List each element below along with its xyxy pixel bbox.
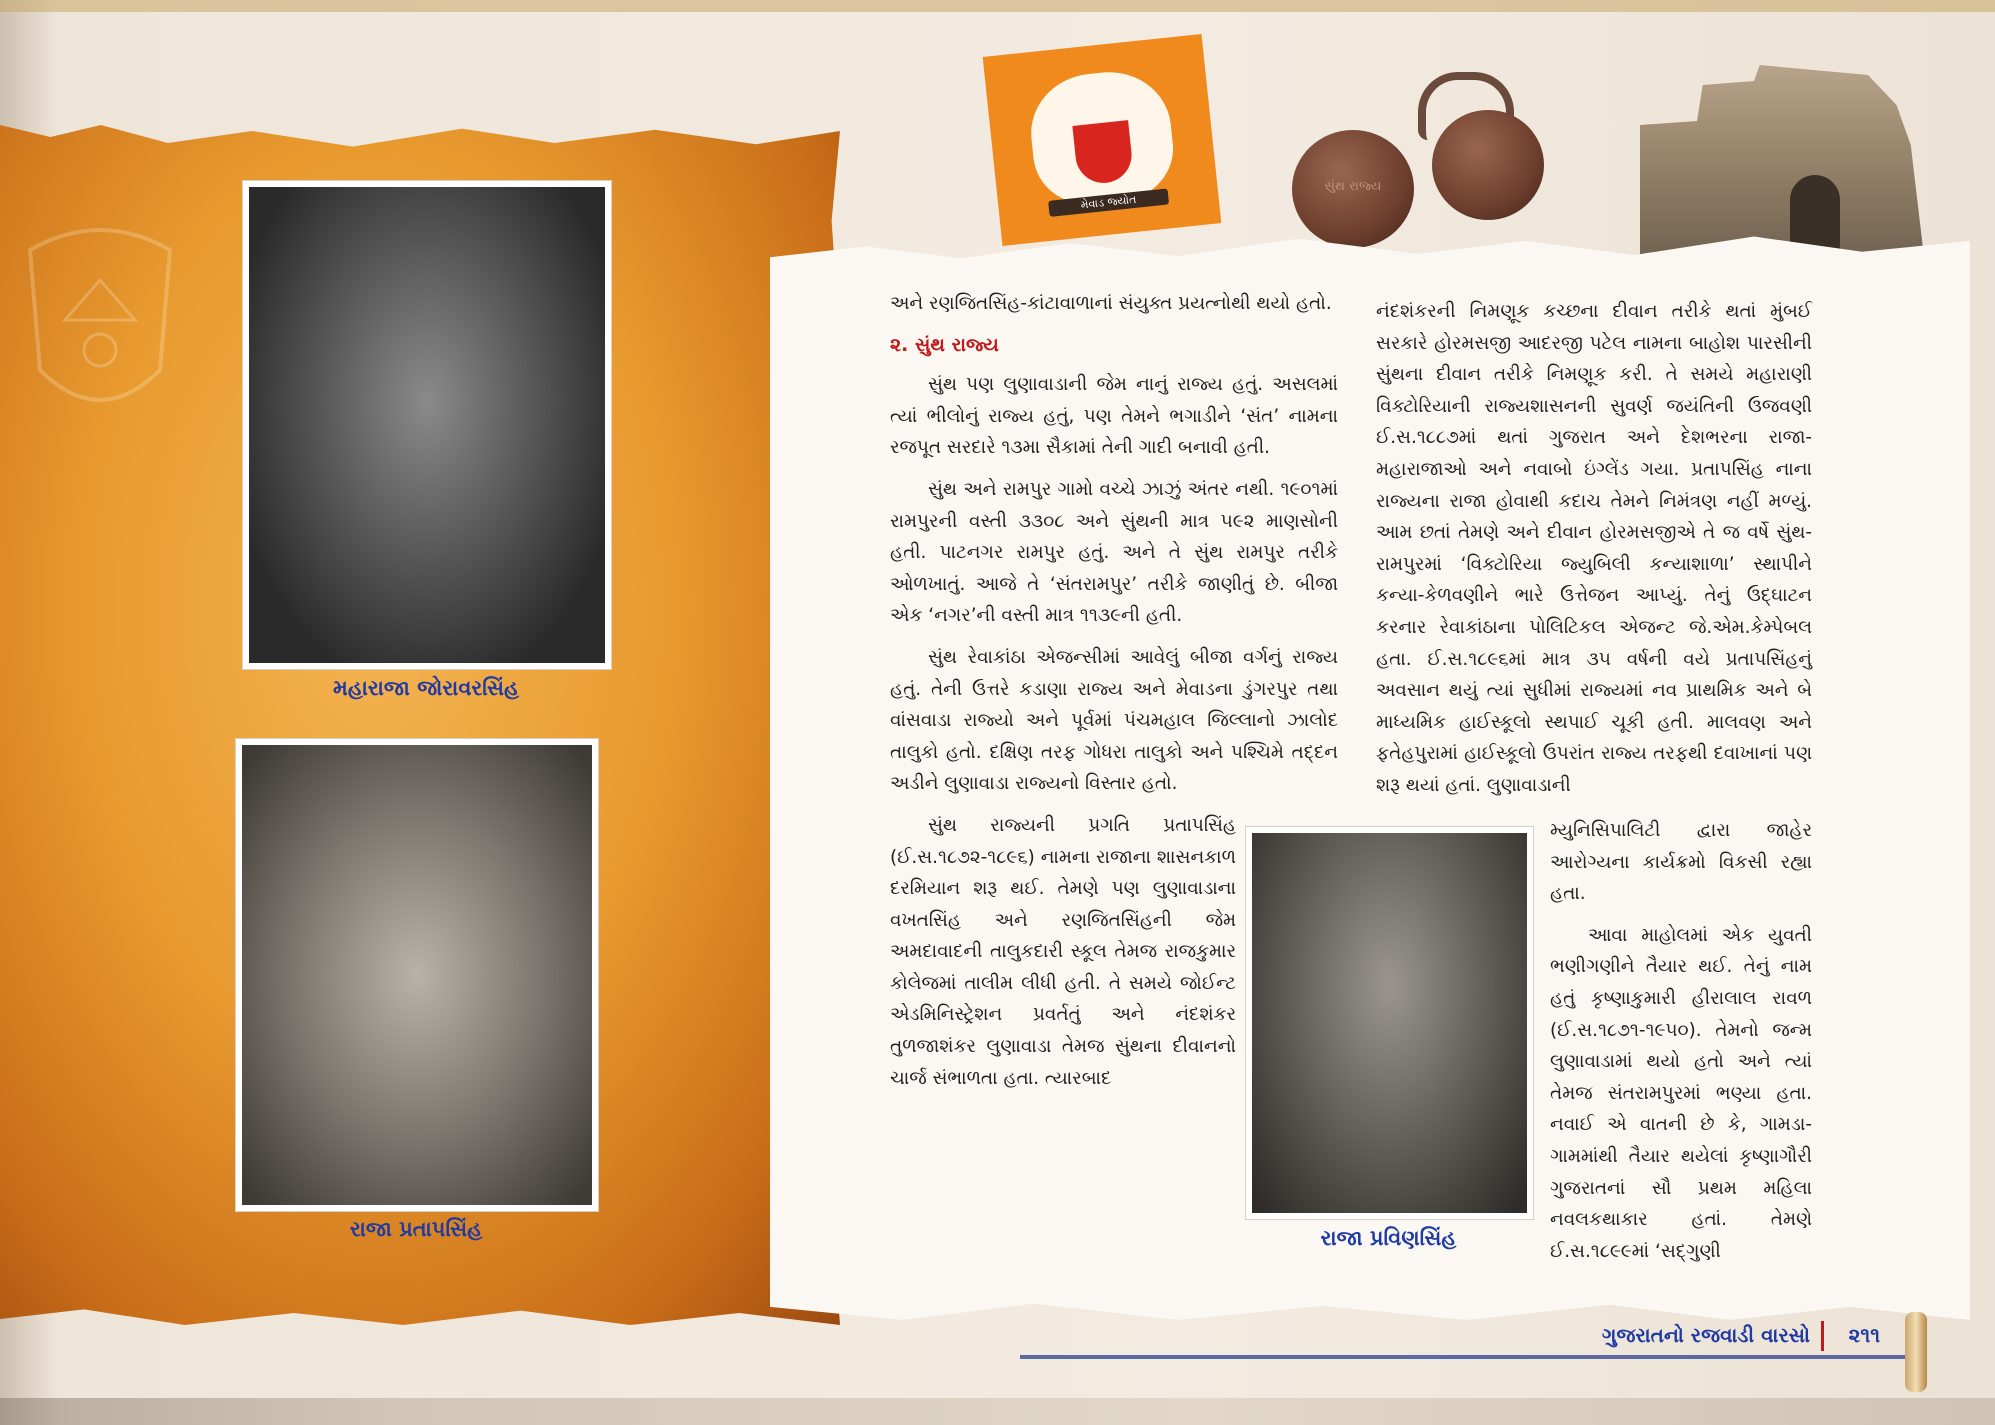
faded-crest-decoration xyxy=(10,210,190,430)
text-column-right-wrap xyxy=(1550,815,1812,1277)
photo-raja-pratapsinh xyxy=(235,738,599,1212)
photo-maharaja-joravarsinh xyxy=(242,180,612,670)
photo-raja-pravinsinh xyxy=(1245,826,1534,1220)
portrait-image xyxy=(1252,833,1527,1213)
paragraph: સુંથ રાજ્યની પ્રગતિ પ્રતાપસિંહ (ઈ.સ.૧૮૭૨-૧૮૯૬) નામના રાજાના શાસનકાળ દરમિયાન શરૂ થઈ. તેમણે પણ લુણાવાડાના વખતસિંહ અને રણજિતસિંહની જેમ અમદાવાદની તાલુકદારી સ્કૂલ તેમજ રાજકુમાર કોલેજમાં તાલીમ લીધી હતી. તે સમયે જોઈન્ટ એડમિનિસ્ટ્રેશન પ્રવર્તતું અને નંદશંકર તુળજાશંકર લુણાવાડા તેમજ સુંથના દીવાનનો ચાર્જ સંભાળતા હતા. ત્યારબાદ xyxy=(890,814,1236,1089)
coin-left xyxy=(1292,130,1414,248)
paragraph: આવા માહોલમાં એક યુવતી ભણીગણીને તૈયાર થઈ. તેનું નામ હતું કૃષ્ણાકુમારી હીરાલાલ રાવળ (ઈ.સ.૧૮૭૧-૧૯૫૦). તેમનો જન્મ લુણાવાડામાં થયો હતો અને ત્યાં તેમજ સંતરામપુરમાં ભણ્યા હતા. નવાઈ એ વાતની છે કે, ગામડા-ગામમાંથી તૈયાર થયેલાં કૃષ્ણાગૌરી ગુજરાતનાં સૌ પ્રથમ મહિલા નવલકથાકાર હતાં. તેમણે ઈ.સ.૧૮૯૯માં ‘સદ્ગુણી xyxy=(1550,924,1812,1262)
coin-legend: સુંથ રાજ્ય xyxy=(1324,179,1382,194)
portrait-image xyxy=(242,745,592,1205)
top-edge-band xyxy=(0,0,1995,12)
paragraph: નંદશંકરની નિમણૂક કચ્છના દીવાન તરીકે થતાં મુંબઈ સરકારે હોરમસજી આદરજી પટેલ નામના બાહોશ પારસીની સુંથના દીવાન તરીકે નિમણૂક કરી. તે સમયે મહારાણી વિક્ટોરિયાની રાજ્યશાસનની સુવર્ણ જયંતિની ઉજવણી ઈ.સ.૧૮૮૭માં થતાં ગુજરાત અને દેશભરના રાજા-મહારાજાઓ અને નવાબો ઇંગ્લેંડ ગયા. પ્રતાપસિંહ નાના રાજ્યના રાજા હોવાથી કદાચ તેમને નિમંત્રણ નહીં મળ્યું. આમ છતાં તેમણે અને દીવાન હોરમસજીએ તે જ વર્ષે સુંથ-રામપુરમાં ‘વિક્ટોરિયા જ્યુબિલી કન્યાશાળા’ સ્થાપીને કન્યા-કેળવણીને ભારે ઉત્તેજન આપ્યું. તેનું ઉદ્ઘાટન કરનાર રેવાકાંઠાના પોલિટિકલ એજન્ટ જે.એમ.કેમ્પેબલ હતા. ઈ.સ.૧૮૯૬માં માત્ર ૩૫ વર્ષની વયે પ્રતાપસિંહનું અવસાન થયું ત્યાં સુધીમાં રાજ્યમાં નવ પ્રાથમિક અને બે માધ્યમિક હાઈસ્કૂલો સ્થપાઈ ચૂકી હતી. માલવણ અને ફતેહપુરામાં હાઈસ્કૂલો ઉપરાંત રાજ્ય તરફથી દવાખાનાં પણ શરૂ થયાં હતાં. લુણાવાડાની xyxy=(1376,301,1812,796)
page-footer xyxy=(1020,1315,1920,1363)
footer-separator xyxy=(1821,1321,1824,1351)
page-number: ૨૧૧ xyxy=(1848,1323,1880,1347)
coin-right xyxy=(1432,110,1544,220)
scroll-roll-decoration xyxy=(1905,1312,1927,1392)
bottom-edge-band xyxy=(0,1398,1995,1425)
paragraph: સુંથ પણ લુણાવાડાની જેમ નાનું રાજ્ય હતું. અસલમાં ત્યાં ભીલોનું રાજ્ય હતું, પણ તેમને ભગાડીને ‘સંત’ નામના રજપૂત સરદારે ૧૩મા સૈકામાં તેની ગાદી બનાવી હતી. xyxy=(890,374,1338,459)
paragraph: અને રણજિતસિંહ-કાંટાવાળાનાં સંયુક્ત પ્રયત્નોથી થયો હતો. xyxy=(890,293,1332,314)
footer-rule xyxy=(1020,1355,1920,1359)
paragraph: મ્યુનિસિપાલિટી દ્વારા જાહેર આરોગ્યના કાર્યક્રમો વિકસી રહ્યા હતા. xyxy=(1550,820,1812,905)
text-column-right xyxy=(1376,296,1812,812)
ruin-monument-photo xyxy=(1640,65,1925,265)
crest-motto: મેવાડ જ્યોત xyxy=(1048,188,1169,216)
paragraph: સુંથ રેવાકાંઠા એજન્સીમાં આવેલું બીજા વર્ગનું રાજ્ય હતું. તેની ઉત્તરે કડાણા રાજ્ય અને મેવાડના ડુંગરપુર તથા વાંસવાડા રાજ્યો અને પૂર્વમાં પંચમહાલ જિલ્લાનો ઝાલોદ તાલુકો હતો. દક્ષિણ તરફ ગોધરા તાલુકો અને પશ્ચિમે તદ્દન અડીને લુણાવાડા રાજ્યનો વિસ્તાર હતો. xyxy=(890,646,1338,795)
footer-book-title: ગુજરાતનો રજવાડી વારસો xyxy=(1601,1323,1810,1347)
royal-crest-emblem xyxy=(983,34,1222,246)
paragraph: સુંથ અને રામપુર ગામો વચ્ચે ઝાઝું અંતર નથી. ૧૯૦૧માં રામપુરની વસ્તી ૩૩૦૮ અને સુંથની માત્ર ૫૯૨ માણસોની હતી. પાટનગર રામપુર હતું. અને તે સુંથ રામપુર તરીકે ઓળખાતું. આજે તે ‘સંતરામપુર’ તરીકે જાણીતું છે. બીજા એક ‘નગર’ની વસ્તી માત્ર ૧૧૩૯ની હતી. xyxy=(890,478,1338,627)
caption-maharaja-joravarsinh: મહારાજા જોરાવરસિંહ xyxy=(333,676,519,700)
section-heading: ૨. સુંથ રાજ્ય xyxy=(890,333,999,356)
portrait-image xyxy=(249,187,605,663)
caption-raja-pratapsinh: રાજા પ્રતાપસિંહ xyxy=(349,1217,483,1241)
caption-raja-pravinsinh: રાજા પ્રવિણસિંહ xyxy=(1320,1226,1457,1250)
